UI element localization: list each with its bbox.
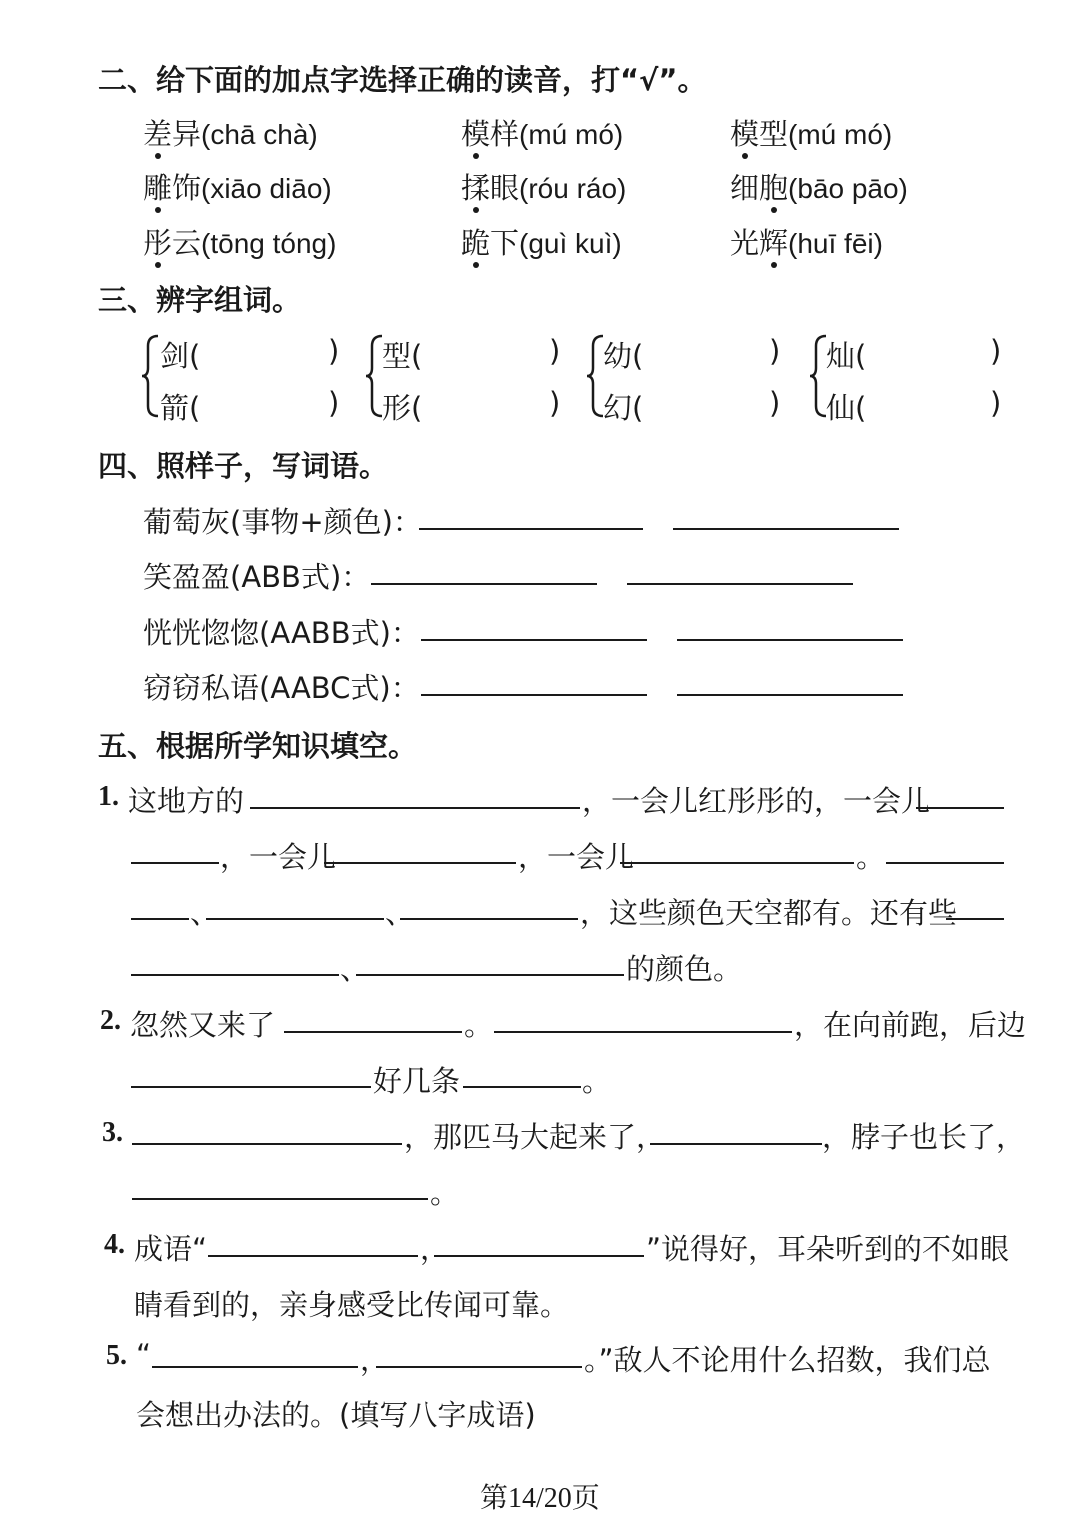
question-text: “: [136, 1338, 152, 1372]
question-number: 2.: [100, 1005, 121, 1036]
emphasis-dot: [155, 153, 161, 159]
question-text: 。: [582, 1064, 612, 1098]
question-text: ，脖子也长了，: [822, 1120, 1026, 1154]
question-text: 会想出办法的。(填写八字成语): [136, 1398, 536, 1432]
answer-blank[interactable]: [371, 583, 597, 585]
answer-blank[interactable]: [677, 694, 903, 696]
pinyin-item: 差异(chā chà): [143, 117, 318, 151]
word-pair-bottom: 形(: [382, 391, 423, 425]
question-text: ，: [420, 1232, 450, 1266]
answer-blank[interactable]: [400, 918, 578, 920]
section3-title: 三、辨字组词。: [98, 283, 302, 317]
question-text: 成语“: [134, 1232, 208, 1266]
answer-blank[interactable]: [284, 1031, 462, 1033]
example-label: 窃窃私语(AABC式)：: [143, 671, 420, 705]
emphasis-dot: [155, 262, 161, 268]
question-text: 、: [190, 896, 220, 930]
pinyin-item: 光辉(huī fēi): [730, 226, 883, 260]
word-pair-bottom: 幻(: [603, 391, 644, 425]
answer-blank[interactable]: [421, 694, 647, 696]
answer-blank[interactable]: [376, 1366, 582, 1368]
pinyin-item: 彤云(tōng tóng): [143, 226, 337, 260]
close-paren: ): [549, 386, 561, 420]
pinyin-item: 跪下(guì kuì): [461, 226, 622, 260]
question-text: 睛看到的，亲身感受比传闻可靠。: [134, 1288, 570, 1322]
question-text: 忽然又来了: [130, 1008, 276, 1042]
question-text: 、: [340, 952, 370, 986]
question-text: ，一会儿: [518, 840, 635, 874]
answer-blank[interactable]: [419, 528, 643, 530]
answer-blank[interactable]: [886, 862, 1004, 864]
close-paren: ): [769, 386, 781, 420]
emphasis-dot: [742, 153, 748, 159]
answer-blank[interactable]: [132, 1143, 402, 1145]
answer-blank[interactable]: [131, 974, 339, 976]
answer-blank[interactable]: [434, 1255, 644, 1257]
brace-icon: [140, 334, 162, 418]
question-text: ，这些颜色天空都有。还有些: [580, 896, 958, 930]
answer-blank[interactable]: [627, 583, 853, 585]
word-pair-bottom: 仙(: [826, 391, 867, 425]
answer-blank[interactable]: [421, 639, 647, 641]
example-label: 笑盈盈(ABB式)：: [143, 560, 371, 594]
section5-title: 五、根据所学知识填空。: [98, 729, 418, 763]
answer-blank[interactable]: [916, 807, 1004, 809]
answer-blank[interactable]: [324, 862, 516, 864]
answer-blank[interactable]: [494, 1031, 792, 1033]
question-text: 。: [430, 1176, 460, 1210]
emphasis-dot: [473, 153, 479, 159]
word-pair-bottom: 箭(: [160, 391, 201, 425]
question-text: ，在向前跑，后边: [794, 1008, 1027, 1042]
emphasis-dot: [155, 207, 161, 213]
pinyin-item: 雕饰(xiāo diāo): [143, 171, 332, 205]
question-text: ，一会儿: [220, 840, 337, 874]
question-number: 4.: [104, 1229, 125, 1260]
answer-blank[interactable]: [673, 528, 899, 530]
answer-blank[interactable]: [152, 1366, 358, 1368]
answer-blank[interactable]: [650, 1143, 822, 1145]
question-text: 。”敌人不论用什么招数，我们总: [584, 1343, 991, 1377]
answer-blank[interactable]: [356, 974, 624, 976]
example-label: 恍恍惚惚(AABB式)：: [143, 616, 420, 650]
answer-blank[interactable]: [206, 918, 384, 920]
word-pair-top: 幼(: [603, 339, 644, 373]
pinyin-item: 模样(mú mó): [461, 117, 624, 151]
close-paren: ): [990, 334, 1002, 368]
word-pair-top: 灿(: [826, 339, 867, 373]
emphasis-dot: [771, 207, 777, 213]
question-number: 1.: [98, 781, 119, 812]
question-number: 3.: [102, 1117, 123, 1148]
word-pair-top: 剑(: [160, 339, 201, 373]
question-text: 这地方的: [128, 784, 245, 818]
answer-blank[interactable]: [132, 1198, 428, 1200]
pinyin-item: 揉眼(róu ráo): [461, 171, 627, 205]
answer-blank[interactable]: [250, 807, 580, 809]
answer-blank[interactable]: [131, 1086, 371, 1088]
emphasis-dot: [473, 207, 479, 213]
close-paren: ): [328, 334, 340, 368]
word-pair-top: 型(: [382, 339, 423, 373]
answer-blank[interactable]: [677, 639, 903, 641]
close-paren: ): [769, 334, 781, 368]
answer-blank[interactable]: [463, 1086, 581, 1088]
pinyin-item: 细胞(bāo pāo): [730, 171, 908, 205]
emphasis-dot: [771, 262, 777, 268]
question-text: ，一会儿红彤彤的，一会儿: [582, 784, 931, 818]
question-text: ，: [360, 1343, 390, 1377]
emphasis-dot: [473, 262, 479, 268]
section4-title: 四、照样子，写词语。: [98, 449, 389, 483]
question-number: 5.: [106, 1340, 127, 1371]
question-text: ”说得好，耳朵听到的不如眼: [646, 1232, 1010, 1266]
question-text: 的颜色。: [626, 952, 743, 986]
answer-blank[interactable]: [131, 918, 189, 920]
close-paren: ): [990, 386, 1002, 420]
page-number: 第14/20页: [480, 1483, 600, 1514]
question-text: 。: [856, 840, 886, 874]
question-text: ，那匹马大起来了，: [404, 1120, 666, 1154]
answer-blank[interactable]: [131, 862, 219, 864]
answer-blank[interactable]: [620, 862, 854, 864]
section2-title: 二、给下面的加点字选择正确的读音，打“√”。: [98, 63, 707, 97]
close-paren: ): [328, 386, 340, 420]
example-label: 葡萄灰(事物+颜色)：: [143, 505, 422, 539]
close-paren: ): [549, 334, 561, 368]
question-text: 好几条: [373, 1064, 461, 1098]
pinyin-item: 模型(mú mó): [730, 117, 893, 151]
question-text: 。: [464, 1008, 494, 1042]
answer-blank[interactable]: [946, 918, 1004, 920]
question-text: 、: [385, 896, 415, 930]
answer-blank[interactable]: [208, 1255, 418, 1257]
